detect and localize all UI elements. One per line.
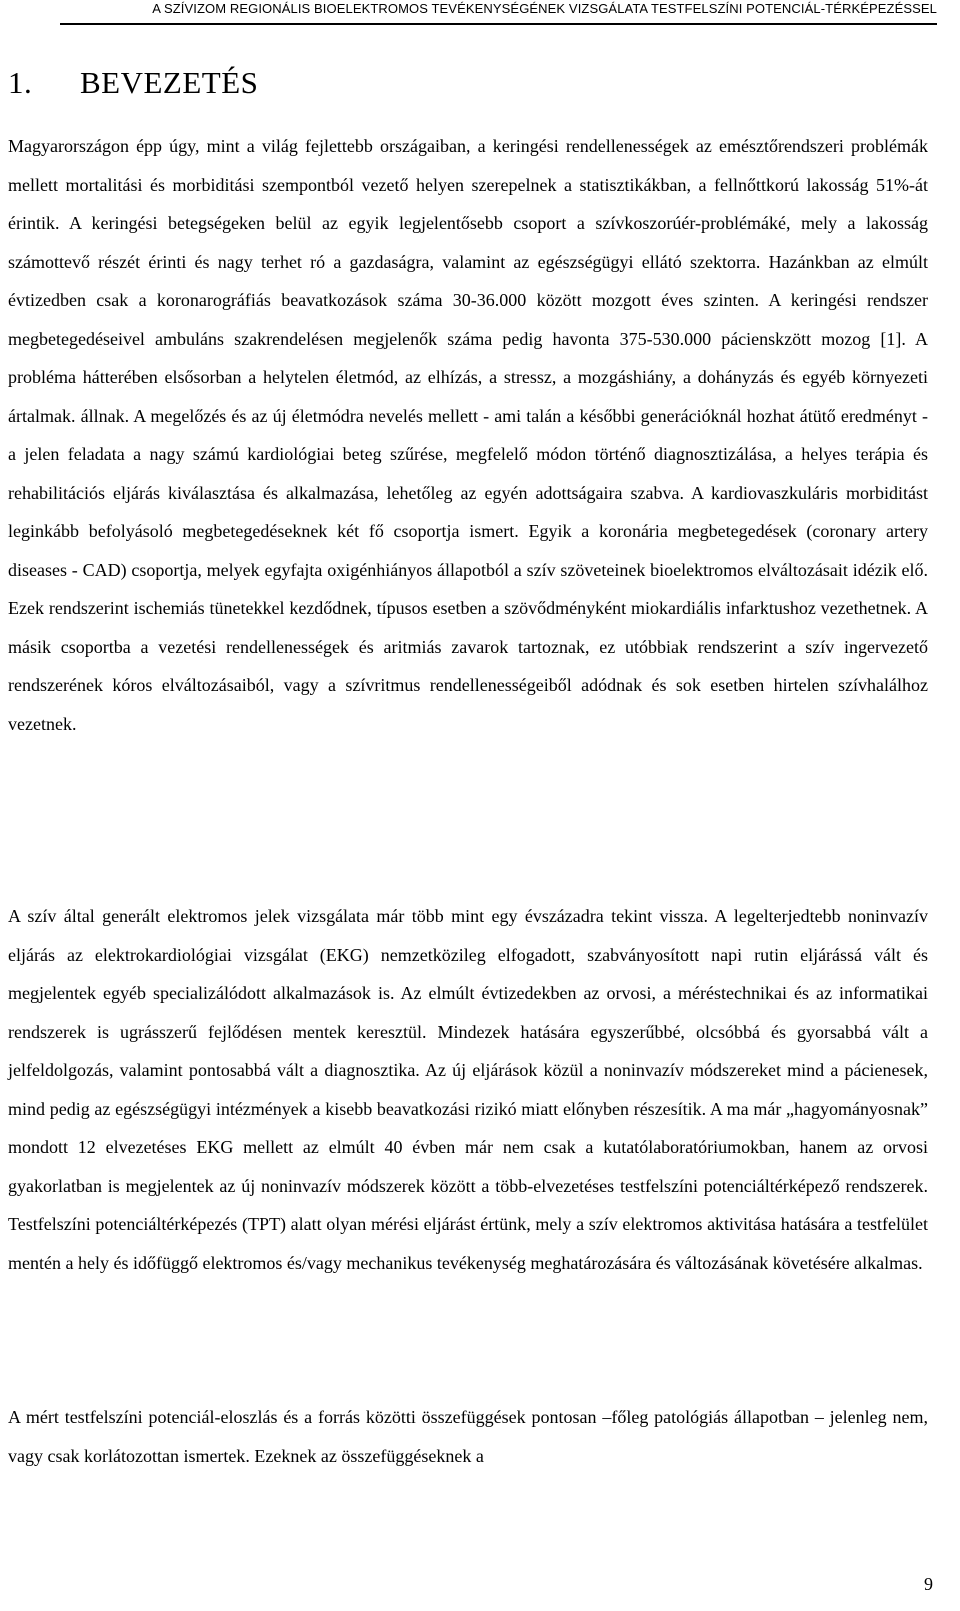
paragraph-1-sentence-4: A keringési rendszer megbetegedéseivel ambuláns szakrendelésen megjelenők száma pedig havonta 375-530.000 pácienskzött mozog [1]. xyxy=(8,290,928,349)
chapter-title: BEVEZETÉS xyxy=(80,64,259,100)
chapter-heading xyxy=(8,65,258,101)
paragraph-1-sentence-5: A probléma hátterében elsősorban a helytelen életmód, az elhízás, a stressz, a mozgáshiány, a dohányzás és egyéb környezeti ártalmak. állnak. xyxy=(8,328,928,426)
paragraph-1-sentence-2: A keringési betegségeken belül az egyik legjelentősebb csoport a szívkoszorúér-problémáké, mely a lakosság számottevő részét érinti és nagy terhet ró a gazdaságra, valamint az egészségügyi ellátó szektorra. xyxy=(8,213,928,272)
running-header: A SZÍVIZOM REGIONÁLIS BIOELEKTROMOS TEVÉKENYSÉGÉNEK VIZSGÁLATA TESTFELSZÍNI POTENCIÁL-TÉRKÉPEZÉSSEL xyxy=(60,1,937,25)
paragraph-2: A szív által generált elektromos jelek vizsgálata már több mint egy évszázadra tekint vissza. A legelterjedtebb noninvazív eljárás az elektrokardiológiai vizsgálat (EKG) nemzetközileg elfogadott, szabványosított napi rutin eljárássá vált és megjelentek egyéb specializálódott alkalmazások is. Az elmúlt évtizedekben az orvosi, a méréstechnikai és az informatikai rendszerek is ugrásszerű fejlődésen mentek keresztül. Mindezek hatására egyszerűbbé, olcsóbbá és gyorsabbá vált a jelfeldolgozás, valamint pontosabbá vált a diagnosztika. Az új eljárások közül a noninvazív módszereket mind a pácienesek, mind pedig az egészségügyi intézmények a kisebb beavatkozási rizikó miatt előnyben részesítik. A ma már „hagyományosnak” mondott 12 elvezetéses EKG mellett az elmúlt 40 évben már nem csak a kutatólaboratóriumokban, hanem az orvosi gyakorlatban is megjelentek az új noninvazív módszerek között a több-elvezetéses testfelszíni potenciáltérképező rendszerek. Testfelszíni potenciáltérképezés (TPT) alatt olyan mérési eljárást értünk, mely a szív elektromos aktivitása hatására a testfelület mentén a hely és időfüggő elektromos és/vagy mechanikus tevékenység meghatározására és változásának követésére alkalmas. xyxy=(8,906,928,1273)
paragraph-1-sentence-1: Magyarországon épp úgy, mint a világ fejlettebb országaiban, a keringési rendellenességek az emésztőrendszeri problémák mellett mortalitási és morbiditási szempontból vezető helyen szerepelnek a statisztikákban, a fellnőttkorú lakosság 51%-át érintik. xyxy=(8,136,928,233)
page-number: 9 xyxy=(924,1574,933,1594)
paragraph-1 xyxy=(8,127,928,743)
paragraph-1-rest: A megelőzés és az új életmódra nevelés mellett - ami talán a későbbi generációknál hozhat átütő eredményt - a jelen feladata a nagy számú kardiológiai beteg szűrése, megfelelő módon történő diagnosztizálása, a helyes terápia és rehabilitációs eljárás kiválasztása és alkalmazása, lehetőleg az egyén adottságaira szabva. A kardiovaszkuláris morbiditást leginkább befolyásoló megbetegedéseknek két fő csoportja ismert. Egyik a koronária megbetegedések (coronary artery diseases - CAD) csoportja, melyek egyfajta oxigénhiányos állapotból a szív szöveteinek bioelektromos elváltozásait idézik elő. Ezek rendszerint ischemiás tünetekkel kezdődnek, típusos esetben a szövődményként miokardiális infarktushoz vezethetnek. A másik csoportba a vezetési rendellenességek és aritmiás zavarok tartoznak, ez utóbbiak rendszerint a szív ingervezető rendszerének kóros elváltozásaiból, vagy a szívritmus rendellenességeiből adódnak és sok esetben hirtelen szívhalálhoz vezetnek. xyxy=(8,405,929,734)
paragraph-1-sentence-3: Hazánkban az elmúlt évtizedben csak a koronarográfiás beavatkozások száma 30-36.000 között mozgott éves szinten. xyxy=(8,251,928,310)
paragraph-3: A mért testfelszíni potenciál-eloszlás és a forrás közötti összefüggések pontosan –főleg patológiás állapotban – jelenleg nem, vagy csak korlátozottan ismertek. Ezeknek az összefüggéseknek a xyxy=(8,1407,928,1466)
chapter-number: 1. xyxy=(8,64,33,100)
